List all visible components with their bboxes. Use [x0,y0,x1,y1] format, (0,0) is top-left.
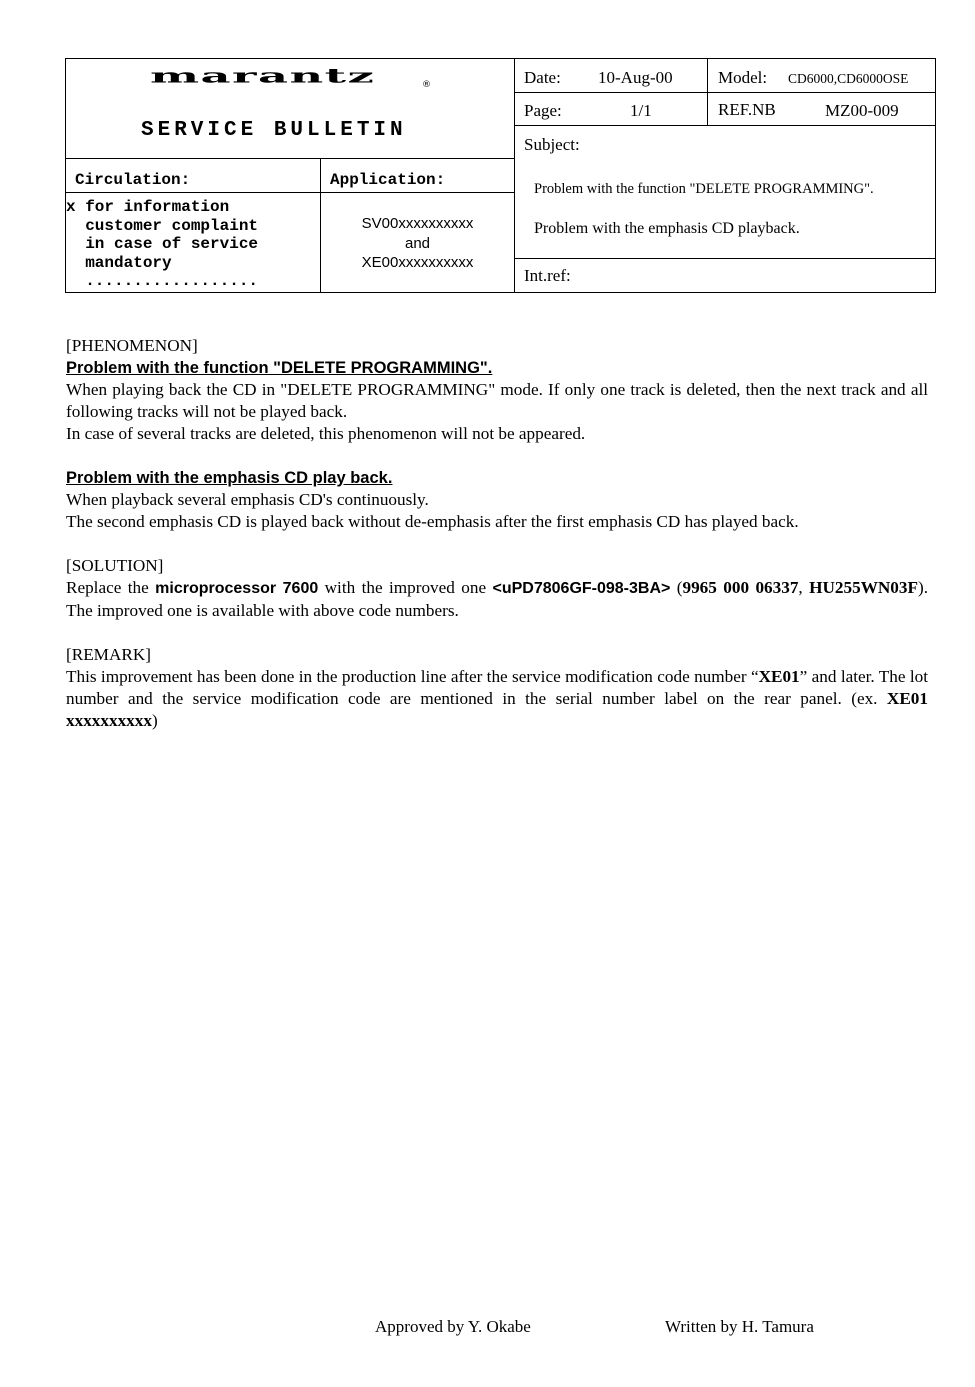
text-span: HU255WN03F [809,578,918,597]
document-type-title: SERVICE BULLETIN [141,119,407,142]
registered-mark: ® [422,80,431,90]
application-label: Application: [330,171,446,189]
application-item: and [404,234,431,252]
phenomenon-paragraph: The second emphasis CD is played back without de-emphasis after the first emphasis CD has played back. [66,512,799,531]
circulation-item: in case of service [66,235,259,253]
ref-label: REF.NB [718,100,776,119]
text-span: ” and later. The lot number and the service modification code are mentioned in the serial number label on the rear panel. (ex. [66,667,928,708]
text-span: ( [670,578,683,597]
text-span: XE01 [758,667,800,686]
circulation-list [66,198,258,291]
written-by: Written by H. Tamura [665,1317,814,1336]
text-span: microprocessor 7600 [155,580,319,597]
text-span: <uPD7806GF-098-3BA> [492,580,671,597]
circulation-item: mandatory [66,253,172,272]
phenomenon-paragraph: When playing back the CD in "DELETE PROGRAMMING" mode. If only one track is deleted, then the next track and all following tracks will not be played back. [66,380,928,421]
text-span: ). The improved one is available with above code numbers. [66,578,929,620]
phenomenon-title-delete-programming: Problem with the function "DELETE PROGRAMMING". [66,359,493,377]
circulation-item: .................. [66,272,259,290]
phenomenon-title-emphasis: Problem with the emphasis CD play back. [66,469,393,487]
circulation-label: Circulation: [75,171,191,189]
page-label: Page: [524,101,562,120]
model-label: Model: [718,68,768,87]
circulation-item: customer complaint [66,216,259,235]
text-span: This improvement has been done in the production line after the service modification code number “ [66,667,759,686]
phenomenon-paragraph: In case of several tracks are deleted, this phenomenon will not be appeared. [66,424,586,443]
text-span: XE01 xxxxxxxxxx [66,689,928,730]
solution-heading: [SOLUTION] [66,556,164,575]
phenomenon-heading: [PHENOMENON] [66,336,198,355]
application-list [320,214,515,273]
remark-heading: [REMARK] [66,645,151,664]
text-span: with the improved one [318,578,493,597]
page-value: 1/1 [630,101,652,120]
text-span: Replace the [66,578,156,597]
text-span: ) [151,711,158,730]
solution-paragraph [66,577,928,622]
subject-line-1: Problem with the function "DELETE PROGRAMMING". [534,181,874,197]
circulation-item: x for information [66,198,230,216]
subject-label: Subject: [524,135,580,154]
application-item: SV00xxxxxxxxxx [361,215,474,232]
bulletin-body [66,335,928,732]
date-label: Date: [524,68,561,87]
approved-by: Approved by Y. Okabe [375,1317,531,1336]
ref-value: MZ00-009 [825,101,899,120]
application-item: XE00xxxxxxxxxx [361,254,474,271]
text-span: 9965 000 06337 [682,578,799,597]
phenomenon-paragraph: When playback several emphasis CD's continuously. [66,490,429,509]
subject-line-2: Problem with the emphasis CD playback. [534,220,800,237]
intref-label: Int.ref: [524,266,571,285]
text-span: , [798,578,810,597]
date-value: 10-Aug-00 [598,68,673,87]
brand-logo: marantz [150,64,376,88]
remark-paragraph [66,666,928,732]
model-value: CD6000,CD6000OSE [788,71,909,86]
